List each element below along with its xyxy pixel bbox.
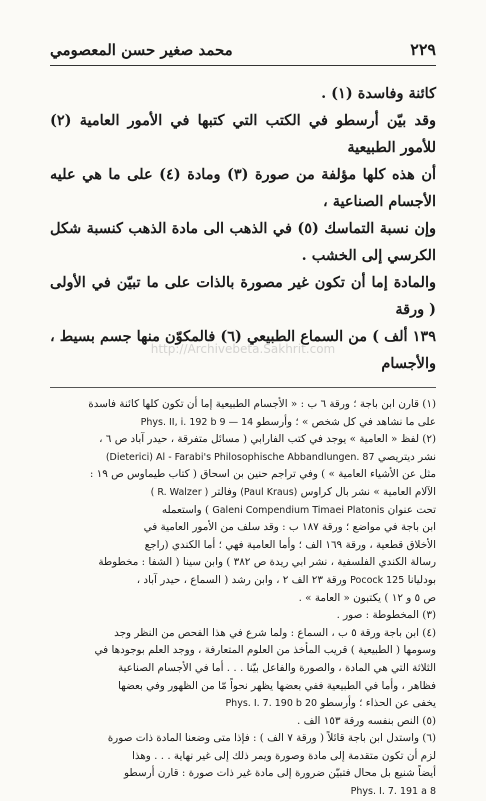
footnote-line: نشر ديتريصي (Dieterici) Al - Farabi's Philosophische Abbandlungen. 87 <box>105 450 436 463</box>
footnote-line: الأخلاق قطعية ، ورقة ١٦٩ الف ؛ وأما العامية فهي ؛ أما الكندي (راجع <box>144 538 436 551</box>
footnote-line: على ما نشاهد في كل شخص » ؛ وأرسطو Phys. II, i. 192 b 9 — 14 <box>140 415 436 428</box>
main-line: وإن نسبة التماسك (٥) في الذهب الى مادة الذهب كنسبة شكل الكرسي إلى الخشب . <box>50 220 437 264</box>
footnote-line: رسالة الكندي الفلسفية ، نشر ابي ريدة ص ٣٨٢ ) وابن سينا ( الشفا : مخطوطة <box>98 556 436 569</box>
footnote-line: الثلاثة التي هي المادة ، والصورة والفاعل بيّنا . . . أما في الأجسام الصناعية <box>117 661 436 674</box>
running-header <box>50 40 436 66</box>
main-line: كائنة وفاسدة (١) . <box>321 85 436 102</box>
footnote-line: (٤) ابن باجة ورقة ٥ ب ، السماع : ولما شرع في هذا الفحص من النظر وجد <box>114 626 436 639</box>
footnote-line: (٥) النص بنفسه ورقة ١٥٣ الف . <box>296 714 436 727</box>
main-line: والمادة إما أن تكون غير مصورة بالذات على ما تبيّن في الأولى ( ورقة <box>50 274 436 318</box>
footnote-line: لزم أن تكون متقدمة إلى مادة وصورة ويمر ذلك إلى غير نهاية . . . وهذا <box>131 749 436 762</box>
footnote-line: (١) قارن ابن باجة ؛ ورقة ٦ ب : « الأجسام الطبيعية إما أن تكون كلها كائنة فاسدة <box>88 398 436 410</box>
watermark: http://Archivebeta.Sakhrit.com <box>150 342 336 356</box>
main-line: ١٣٩ ألف ) من السماع الطبيعي (٦) فالمكوّن منها جسم بسيط ، والأجسام <box>50 328 437 372</box>
footnote-line: ابن باجة في مواضع ؛ ورقة ١٨٧ ب : وقد سلف من الأمور العامية في <box>143 521 436 534</box>
footnote-line: يخفى عن الحذاء ؛ وأرسطو Phys. I. 7. 190 b 20 <box>225 697 436 710</box>
main-text <box>50 80 436 377</box>
footnote-line: بودليانا Pocock 125 ورقة ٢٣ الف ٢ ، وابن رشد ( السماع ، حيدر آباد ، <box>136 573 436 586</box>
footnote-line: (٢) لفظ « العامية » يوجد في كتب الفارابي ( مسائل متفرقة ، حيدر آباد ص ٦ ، <box>99 433 436 446</box>
footnote-line: وسومها ( الطبيعية ) قريب المأخذ من العلوم المتعارفة ، ووجد العلم بوجودها في <box>94 644 436 657</box>
footnote-line: (٦) واستدل ابن باجة قائلاً ( ورقة ٧ الف ) : فإذا متى وضعنا المادة ذات صورة <box>107 732 436 745</box>
footnote-line: ص ٥ و ١٢ ) يكتبون « العامة » . <box>298 591 436 604</box>
footnote-line: أيضاً شنيع بل محال فتبيّن ضرورة إلى مادة غير ذات صورة : قارن أرسطو <box>123 767 436 780</box>
page-number: ٢٢٩ <box>410 40 436 59</box>
footnote-line: الآلام العامية » نشر بال كراوس (Paul Kraus) وفالتر ( R. Walzer ) <box>150 485 436 498</box>
footnotes <box>50 396 436 801</box>
footnote-divider <box>50 387 436 388</box>
main-line: وقد بيّن أرسطو في الكتب التي كتبها في الأمور العامية (٢) للأمور الطبيعية <box>50 112 436 156</box>
running-title: محمد صغير حسن المعصومي <box>50 41 233 59</box>
footnote-line: مثل عن الأشياء العامية » ) وفي تراجم حنين بن اسحاق ( كتاب طيماوس ص ١٩ : <box>89 468 436 481</box>
footnote-line: Phys. I. 7. 191 a 8 <box>350 786 436 798</box>
footnote-line: تحت عنوان Galeni Compendium Timaei Platonis ) واستعمله <box>161 503 436 516</box>
main-line: أن هذه كلها مؤلفة من صورة (٣) ومادة (٤) على ما هي عليه الأجسام الصناعية ، <box>50 166 437 210</box>
footnote-line: (٣) المخطوطة : صور . <box>336 609 436 622</box>
footnote-line: فظاهر ، وأما في الطبيعية ففي بعضها يظهر نحواً مّا من الظهور وفي بعضها <box>117 679 436 692</box>
